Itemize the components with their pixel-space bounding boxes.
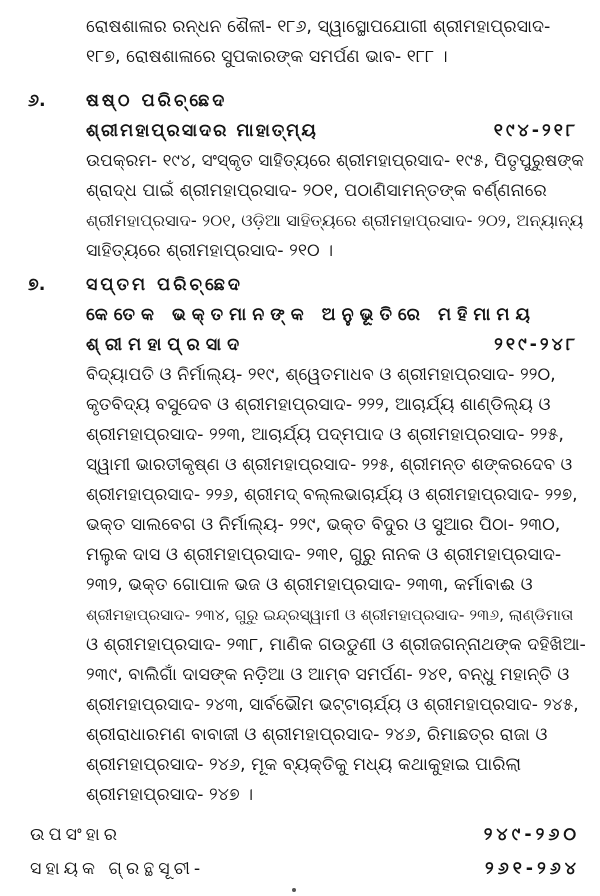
epilogue-pages: ୨୪୯-୨୬୦	[483, 825, 580, 845]
chapter6-number: ୬.	[28, 91, 46, 111]
epilogue-label: ଉପସଂହାର	[30, 825, 122, 845]
chapter7-line-2: କୃତବିଦ୍ୟ ବସୁଦେବ ଓ ଶ୍ରୀମହାପ୍ରସାଦ- ୨୨୨, ଆଚାର୍ଯ୍ୟ ଶାଣ୍ଡିଲ୍ୟ ଓ	[86, 395, 551, 415]
chapter7-number: ୭.	[28, 275, 46, 295]
chapter7-line-9: ଶ୍ରୀମହାପ୍ରସାଦ- ୨୩୪, ଗୁରୁ ଇନ୍ଦ୍ରସ୍ୱାମୀ ଓ ଶ୍ରୀମହାପ୍ରସାଦ- ୨୩୬, ଲାଣ୍ଡିମାତା	[86, 606, 574, 624]
chapter6-line-2: ଶ୍ରାଦ୍ଧ ପାଇଁ ଶ୍ରୀମହାପ୍ରସାଦ- ୨୦୧, ପଠାଣିସାମନ୍ତଙ୍କ ବର୍ଣ୍ଣନାରେ	[86, 181, 547, 201]
chapter7-line-13: ଶ୍ରୀରାଧାରମଣ ବାବାଜୀ ଓ ଶ୍ରୀମହାପ୍ରସାଦ- ୨୪୬, ରିମାଛତ୍ର ରାଜା ଓ	[86, 725, 548, 745]
chapter7-line-4: ସ୍ୱାମୀ ଭାରତୀକୃଷ୍ଣ ଓ ଶ୍ରୀମହାପ୍ରସାଦ- ୨୨୫, ଶ୍ରୀମନ୍ତ ଶଙ୍କରଦେବ ଓ	[86, 455, 573, 475]
chapter7-pages: ୨୧୯-୨୪୮	[494, 335, 578, 355]
chapter7-line-5: ଶ୍ରୀମହାପ୍ରସାଦ- ୨୨୬, ଶ୍ରୀମଦ୍ ବଲ୍ଲଭାଚାର୍ଯ୍ୟ ଓ ଶ୍ରୀମହାପ୍ରସାଦ- ୨୨୭,	[86, 485, 578, 505]
chapter6-line-3: ଶ୍ରୀମହାପ୍ରସାଦ- ୨୦୧, ଓଡ଼ିଆ ସାହିତ୍ୟରେ ଶ୍ରୀମହାପ୍ରସାଦ- ୨୦୨, ଅନ୍ୟାନ୍ୟ	[86, 211, 584, 230]
chapter7-line-11: ୨୩୯, ବାଲିଗାଁ ଦାସଙ୍କ ନଡ଼ିଆ ଓ ଆମ୍ବ ସମର୍ପଣ- ୨୪୧, ବନ୍ଧୁ ମହାନ୍ତି ଓ	[86, 665, 570, 685]
chapter6-line-4: ସାହିତ୍ୟରେ ଶ୍ରୀମହାପ୍ରସାଦ- ୨୧୦ ।	[86, 241, 334, 261]
chapter6-title: ଶ୍ରୀମହାପ୍ରସାଦର ମାହାତ୍ମ୍ୟ	[86, 121, 318, 141]
chapter7-line-3: ଶ୍ରୀମହାପ୍ରସାଦ- ୨୨୩, ଆଚାର୍ଯ୍ୟ ପଦ୍ମପାଦ ଓ ଶ୍ରୀମହାପ୍ରସାଦ- ୨୨୫,	[86, 425, 564, 445]
bibliography-label: ସହାୟକ ଗ୍ରନ୍ଥସୂଚୀ-	[30, 859, 205, 879]
chapter7-line-6: ଭକ୍ତ ସାଲବେଗ ଓ ନିର୍ମାଲ୍ୟ- ୨୨୯, ଭକ୍ତ ବିଦୁର ଓ ସୁଆର ପିଠା- ୨୩୦,	[86, 515, 561, 535]
chapter7-line-12: ଶ୍ରୀମହାପ୍ରସାଦ- ୨୪୩, ସାର୍ବଭୌମ ଭଟ୍ଟାଚାର୍ଯ୍ୟ ଓ ଶ୍ରୀମହାପ୍ରସାଦ- ୨୪୫,	[86, 695, 579, 715]
chapter7-title-line-2: ଶ୍ରୀମହାପ୍ରସାଦ	[86, 335, 246, 355]
chapter7-line-7: ମଲୁକ ଦାସ ଓ ଶ୍ରୀମହାପ୍ରସାଦ- ୨୩୧, ଗୁରୁ ନାନକ ଓ ଶ୍ରୀମହାପ୍ରସାଦ-	[86, 545, 562, 565]
page-edge-mark	[292, 888, 296, 892]
chapter7-title-line-1: କେତେକ ଭକ୍ତମାନଙ୍କ ଅନୁଭୂତିରେ ମହିମାମୟ	[86, 305, 536, 325]
chapter7-line-8: ୨୩୨, ଭକ୍ତ ଗୋପାଳ ଭଜ ଓ ଶ୍ରୀମହାପ୍ରସାଦ- ୨୩୩, କର୍ମାବାଈ ଓ	[86, 575, 533, 595]
bibliography-pages: ୨୬୧-୨୬୪	[484, 859, 580, 879]
chapter7-line-10: ଓ ଶ୍ରୀମହାପ୍ରସାଦ- ୨୩୮, ମାଣିକ ଗଉଡୁଣୀ ଓ ଶ୍ରୀଜଗନ୍ନାଥଙ୍କ ଦହିଖିଆ-	[86, 635, 586, 655]
chapter6-line-1: ଉପକ୍ରମ- ୧୯୪, ସଂସ୍କୃତ ସାହିତ୍ୟରେ ଶ୍ରୀମହାପ୍ରସାଦ- ୧୯୫, ପିତୃପୁରୁଷଙ୍କ	[86, 151, 584, 171]
chapter6-pages: ୧୯୪-୨୧୮	[493, 121, 578, 141]
chapter7-line-15: ଶ୍ରୀମହାପ୍ରସାଦ- ୨୪୭ ।	[86, 785, 254, 805]
chapter7-line-1: ବିଦ୍ୟାପତି ଓ ନିର୍ମାଲ୍ୟ- ୨୧୯, ଶ୍ୱେତମାଧବ ଓ ଶ୍ରୀମହାପ୍ରସାଦ- ୨୨୦,	[86, 365, 556, 385]
intro-line-1: ରୋଷଶାଳାର ରନ୍ଧନ ଶୈଳୀ- ୧୮୬, ସ୍ୱାସ୍ଥୋପଯୋଗୀ ଶ୍ରୀମହାପ୍ରସାଦ-	[86, 17, 551, 37]
intro-line-2: ୧୮୭, ରୋଷଶାଳାରେ ସୁପକାରଙ୍କ ସମର୍ପଣ ଭାବ- ୧୮୮ ।	[86, 47, 448, 67]
chapter6-label: ଷଷ୍ଠ ପରିଚ୍ଛେଦ	[86, 91, 228, 111]
chapter7-line-14: ଶ୍ରୀମହାପ୍ରସାଦ- ୨୪୬, ମୂକ ବ୍ୟକ୍ତିକୁ ମଧ୍ୟ କଥାକୁହାଇ ପାରିଲା	[86, 755, 522, 775]
chapter7-label: ସପ୍ତମ ପରିଚ୍ଛେଦ	[86, 275, 243, 295]
